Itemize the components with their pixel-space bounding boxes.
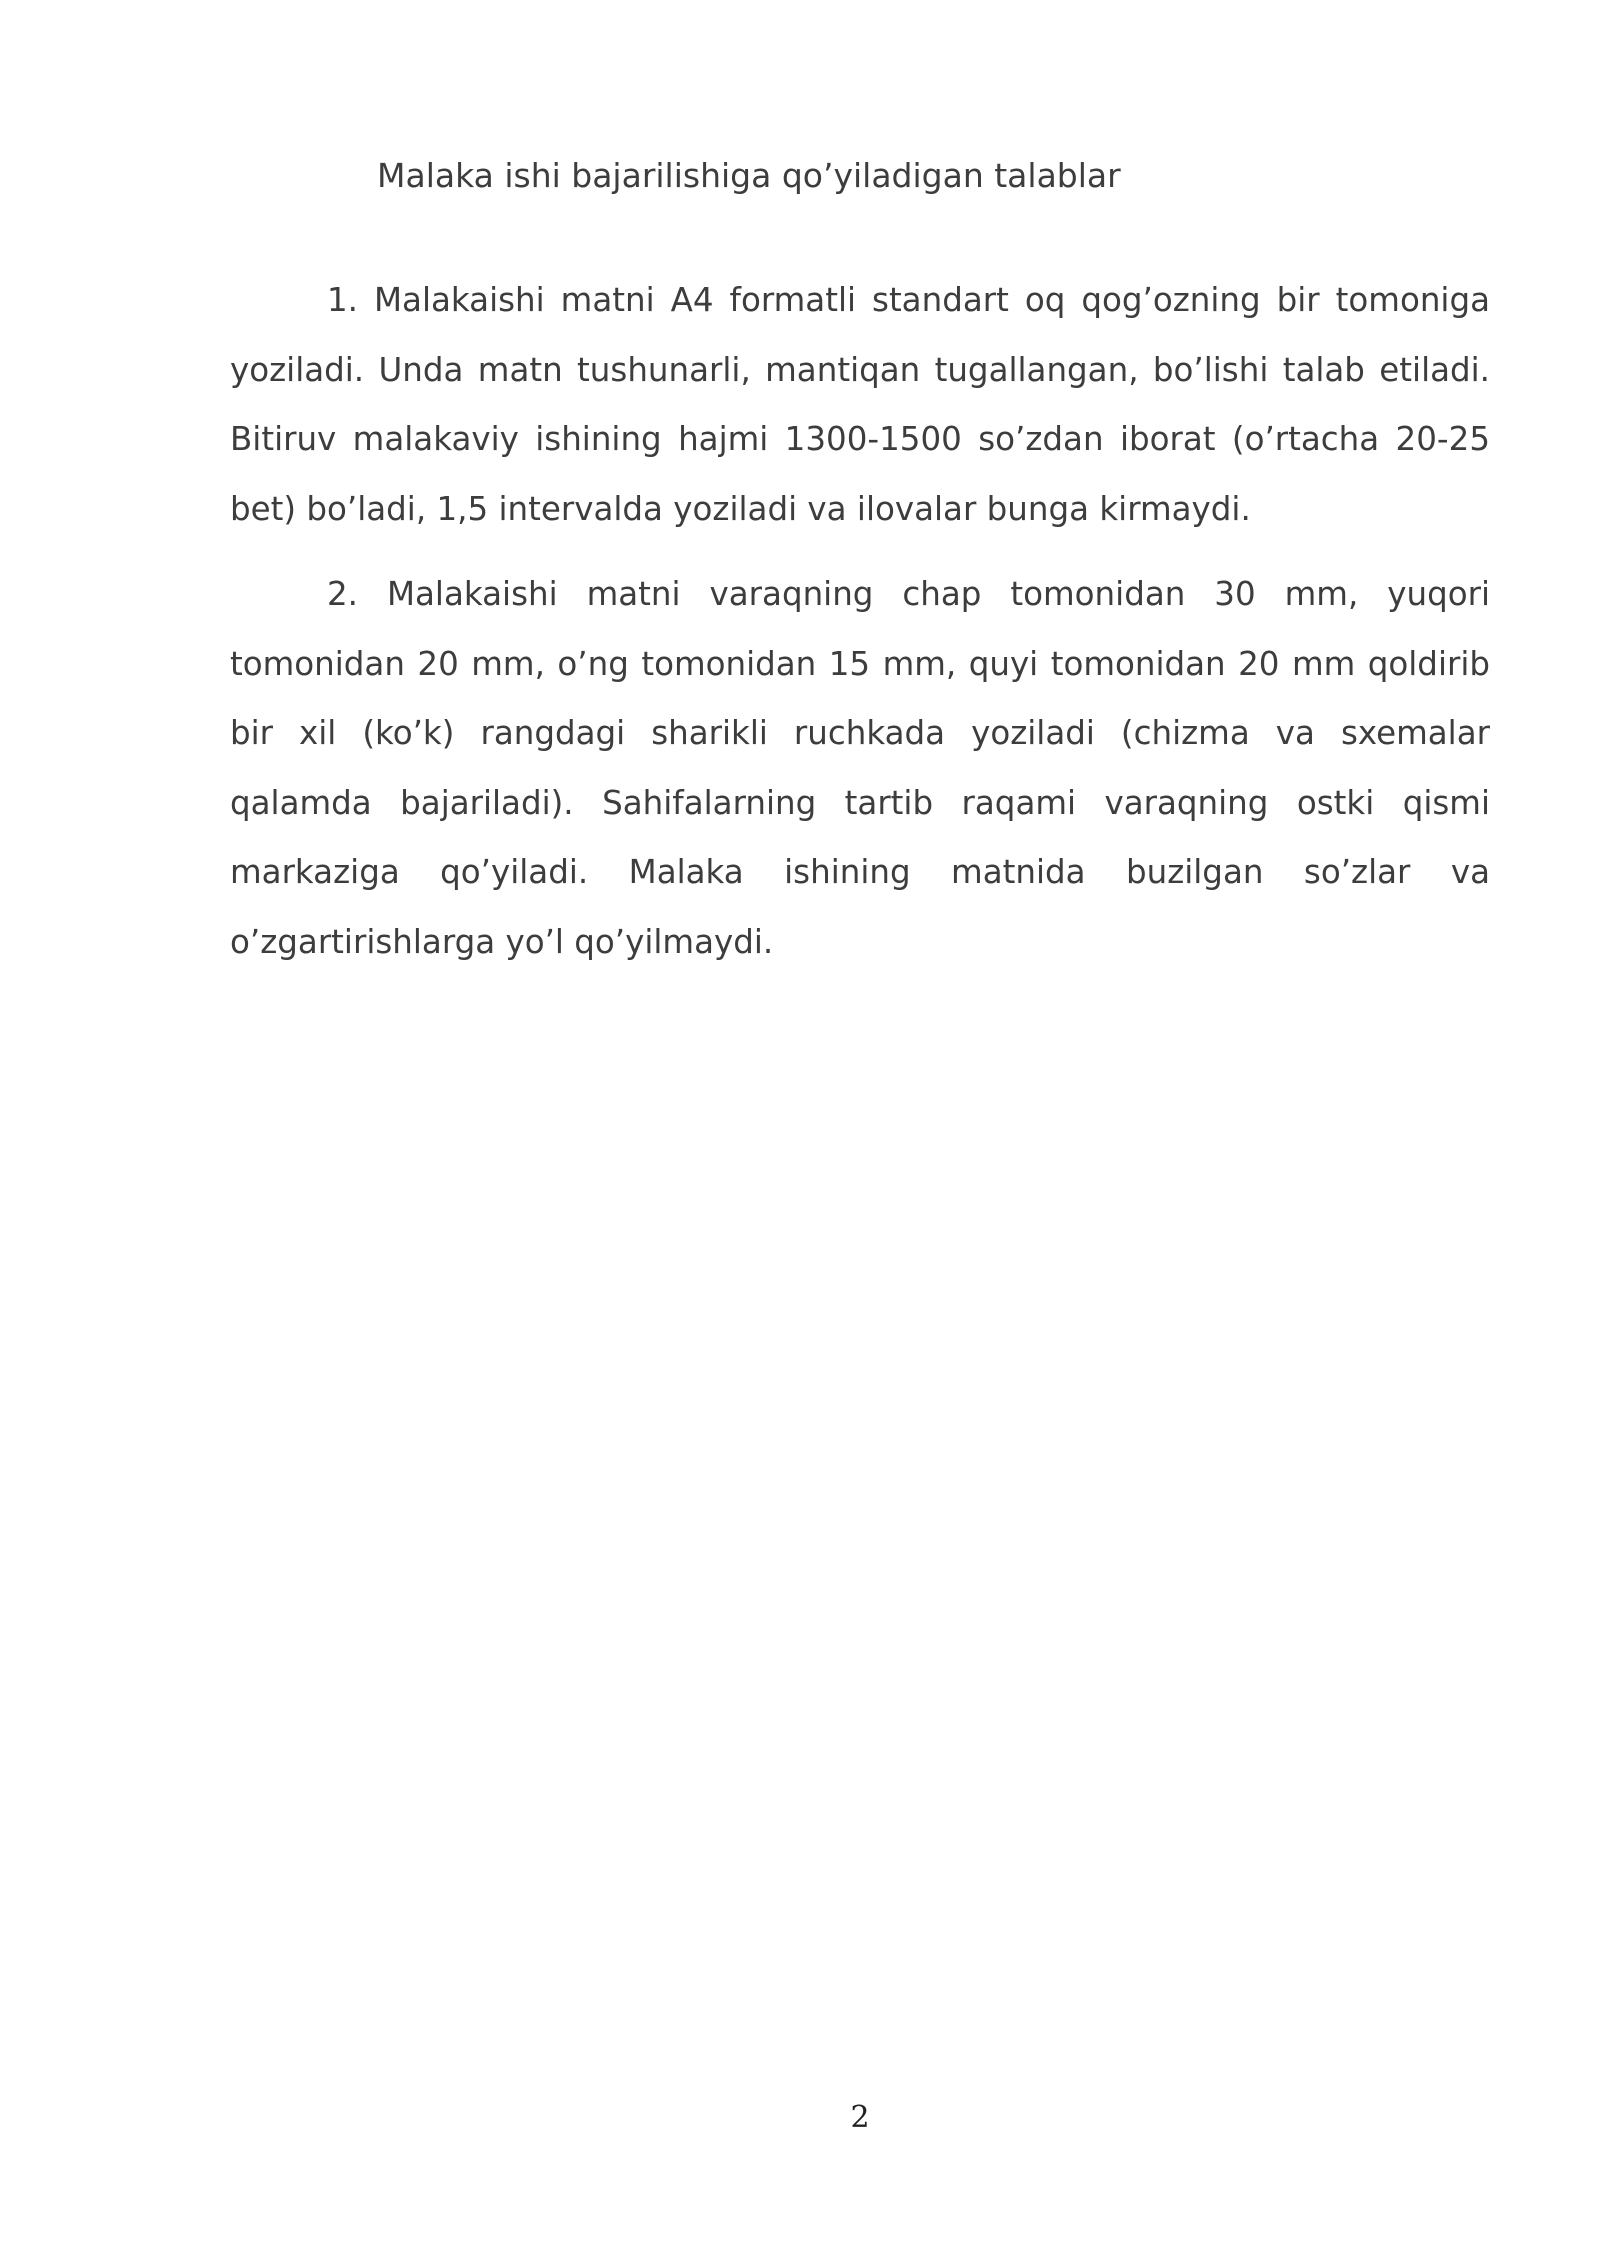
paragraph-2: 2. Malakaishi matni varaqning chap tomonidan 30 mm, yuqori tomonidan 20 mm, o’ng tomonidan 15 mm, quyi tomonidan 20 mm qoldirib bir xil (ko’k) rangdagi sharikli ruchkada yoziladi (chizma va sxemalar qalamda bajariladi). Sahifalarning tartib raqami varaqning ostki qismi markaziga qo’yiladi. Malaka ishining matnida buzilgan so’zlar va o’zgartirishlarga yo’l qo’yilmaydi. bbox=[230, 575, 1490, 961]
document-title: Malaka ishi bajarilishiga qo’yiladigan talablar bbox=[377, 156, 1121, 195]
page-number: 2 bbox=[850, 2100, 870, 2135]
paragraph-1: 1. Malakaishi matni A4 formatli standart oq qog’ozning bir tomoniga yoziladi. Unda matn tushunarli, mantiqan tugallangan, bo’lishi talab etiladi. Bitiruv malakaviy ishining hajmi 1300-1500 so’zdan iborat (o’rtacha 20-25 bet) bo’ladi, 1,5 intervalda yoziladi va ilovalar bunga kirmaydi. bbox=[230, 281, 1490, 528]
